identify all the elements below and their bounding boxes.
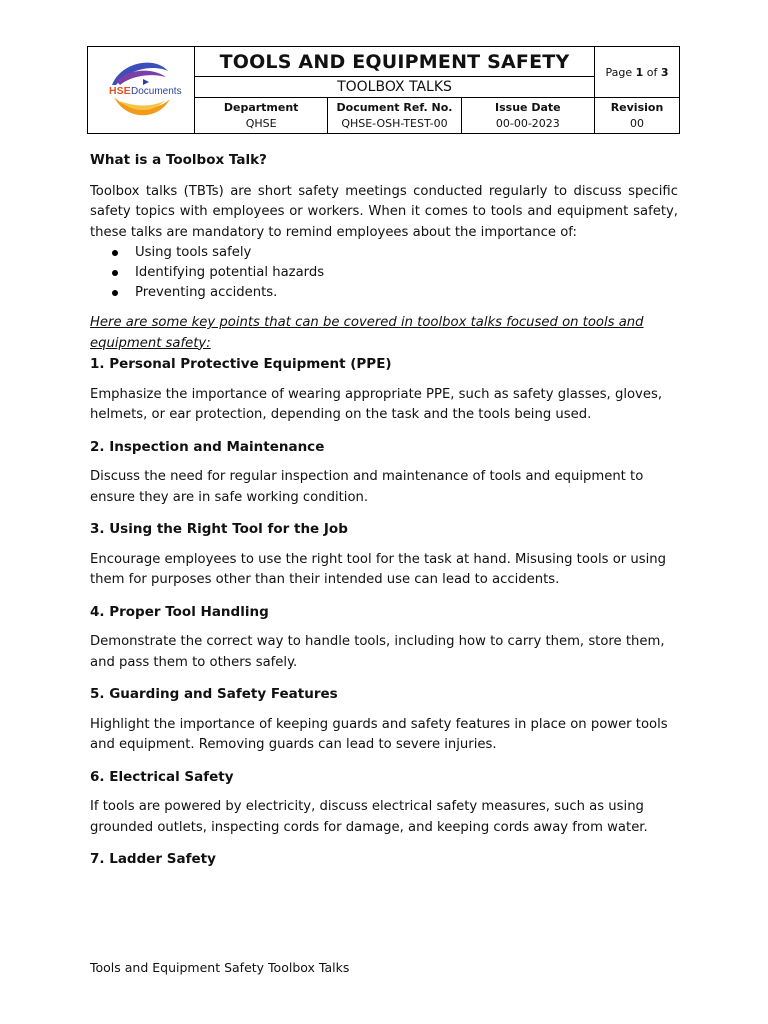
section-text: If tools are powered by electricity, discuss electrical safety measures, such as using grounded outlets, inspecting cords for damage, and keeping cords away from water.	[90, 799, 648, 835]
section-heading: 1. Personal Protective Equipment (PPE)	[90, 356, 392, 372]
page-prefix: Page	[605, 65, 633, 79]
issue-date-label: Issue Date	[495, 100, 561, 114]
hse-documents-logo	[106, 55, 182, 125]
logo-cell	[88, 47, 195, 134]
page-indicator	[595, 47, 680, 98]
section-heading: 4. Proper Tool Handling	[90, 603, 269, 620]
revision-value: 00	[630, 116, 644, 130]
section-heading: 6. Electrical Safety	[90, 768, 234, 785]
document-subtitle: TOOLBOX TALKS	[195, 77, 595, 98]
section-heading: 2. Inspection and Maintenance	[90, 438, 325, 455]
department-label: Department	[223, 100, 299, 114]
revision-label: Revision	[610, 100, 664, 114]
page-current: 1	[635, 65, 644, 79]
list-item: Using tools safely	[135, 243, 678, 263]
list-item: Preventing accidents.	[135, 283, 678, 303]
list-item: Identifying potential hazards	[135, 263, 678, 283]
page-of: of	[646, 65, 658, 79]
section-heading: 3. Using the Right Tool for the Job	[90, 521, 348, 537]
section-text: Demonstrate the correct way to handle tools, including how to carry them, store them, and pass them to others safely.	[90, 634, 665, 670]
section-heading: 5. Guarding and Safety Features	[90, 686, 338, 702]
document-body	[90, 150, 678, 880]
issue-date-value: 00-00-2023	[495, 116, 560, 130]
revision-cell	[595, 98, 680, 134]
section-right-tool	[90, 519, 678, 591]
key-points-intro: Here are some key points that can be covered in toolbox talks focused on tools and equipment safety:	[90, 315, 644, 351]
intro-paragraph: Toolbox talks (TBTs) are short safety meetings conducted regularly to discuss specific safety topics with employees or workers. When it comes to tools and equipment safety, these talks are mandatory to remind employees about the importance of:	[90, 183, 678, 240]
section-text: Emphasize the importance of wearing appropriate PPE, such as safety glasses, gloves, helmets, or ear protection, depending on the task and the tools being used.	[90, 386, 663, 422]
section-text: Encourage employees to use the right tool for the task at hand. Misusing tools or using them for purposes other than their intended use can lead to accidents.	[90, 551, 667, 587]
bullet-list	[90, 243, 678, 303]
page-total: 3	[660, 65, 669, 79]
section-guarding	[90, 684, 678, 756]
department-cell	[195, 98, 328, 134]
document-header	[87, 46, 680, 134]
question-heading: What is a Toolbox Talk?	[90, 152, 267, 168]
svg-text:HSE: HSE	[109, 85, 131, 97]
section-text: Discuss the need for regular inspection and maintenance of tools and equipment to ensure they are in safe working condition.	[90, 469, 644, 505]
section-ladder	[90, 849, 678, 870]
section-text: Highlight the importance of keeping guards and safety features in place on power tools and equipment. Removing guards can lead to severe injuries.	[90, 716, 668, 752]
section-tool-handling	[90, 602, 678, 674]
doc-ref-value: QHSE-OSH-TEST-00	[341, 116, 448, 130]
section-electrical	[90, 767, 678, 839]
department-value: QHSE	[245, 116, 277, 130]
page-footer: Tools and Equipment Safety Toolbox Talks	[90, 960, 350, 975]
section-ppe	[90, 354, 678, 426]
section-inspection	[90, 437, 678, 509]
doc-ref-cell	[328, 98, 461, 134]
document-title: TOOLS AND EQUIPMENT SAFETY	[195, 47, 595, 77]
section-heading: 7. Ladder Safety	[90, 851, 216, 867]
svg-text:Documents: Documents	[131, 86, 182, 97]
doc-ref-label: Document Ref. No.	[336, 100, 453, 114]
issue-date-cell	[461, 98, 594, 134]
